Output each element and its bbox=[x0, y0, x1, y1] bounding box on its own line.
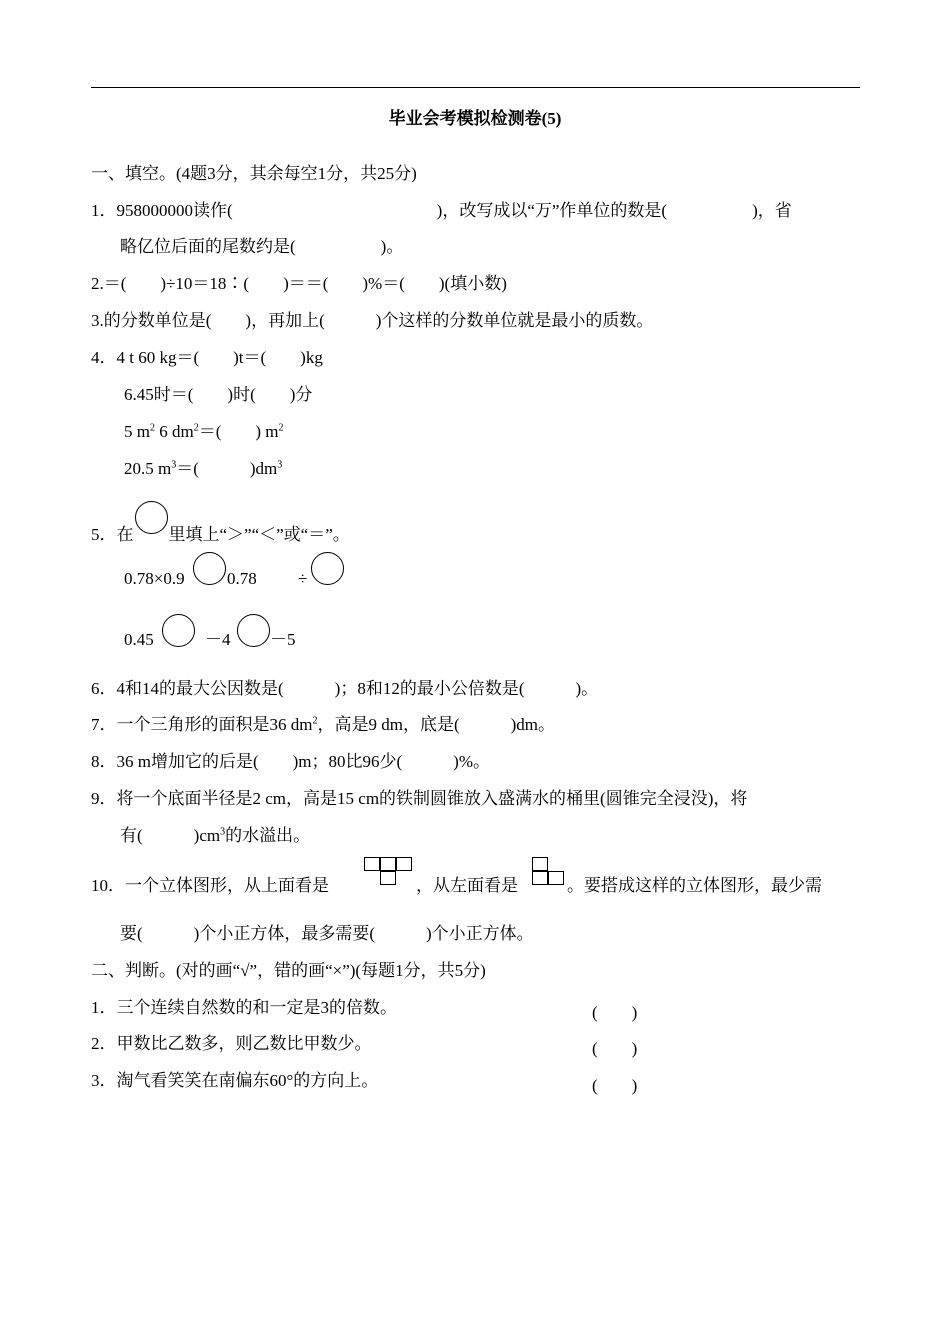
question-10-tail: 。要搭成这样的立体图形，最少需 bbox=[567, 876, 822, 895]
question-5-row2-left: 0.45 bbox=[124, 630, 154, 649]
judge-answer-1[interactable]: ( ) bbox=[592, 1003, 638, 1022]
judge-item-3: 3．淘气看笑笑在南偏东60°的方向上。 bbox=[91, 1071, 379, 1090]
question-1-line1: 1．958000000读作( )，改写成以“万”作单位的数是( )，省 bbox=[91, 201, 792, 220]
section1-header: 一、填空。(4题3分，其余每空1分，共25分) bbox=[91, 164, 417, 183]
comparison-circle[interactable] bbox=[311, 552, 344, 585]
question-2: 2.＝( )÷10＝18∶( )＝＝( )%＝( )(填小数) bbox=[91, 274, 507, 293]
comparison-circle bbox=[135, 501, 168, 534]
comparison-circle[interactable] bbox=[162, 614, 195, 647]
question-4-line4: 20.5 $m^3=$( )$dm^3$ bbox=[124, 459, 283, 478]
page-title: 毕业会考模拟检测卷(5) bbox=[388, 109, 562, 128]
section2-header: 二、判断。(对的画“√”，错的画“×”)(每题1分，共5分) bbox=[91, 961, 486, 980]
question-5-row2-mid: －4 bbox=[205, 630, 231, 649]
question-4-line3: 5 $m^2$ 6 $dm^2=$( ) $m^2$ bbox=[124, 422, 284, 441]
top-rule bbox=[91, 87, 860, 88]
question-3: 3.的分数单位是( )，再加上( )个这样的分数单位就是最小的质数。 bbox=[91, 311, 654, 330]
question-10-line2: 要( )个小正方体，最多需要( )个小正方体。 bbox=[120, 924, 534, 943]
judge-item-2: 2．甲数比乙数多，则乙数比甲数少。 bbox=[91, 1034, 372, 1053]
question-9-line2: 有( )$cm^3$的水溢出。 bbox=[120, 826, 311, 845]
judge-answer-3[interactable]: ( ) bbox=[592, 1076, 638, 1095]
question-10-left-view-label: ，从左面看是 bbox=[416, 876, 518, 895]
comparison-circle[interactable] bbox=[237, 614, 270, 647]
question-4-line2: 6.45时＝( )时( )分 bbox=[124, 385, 313, 404]
question-10-label: 10．一个立体图形，从上面看是 bbox=[91, 876, 329, 895]
judge-answer-2[interactable]: ( ) bbox=[592, 1039, 638, 1058]
question-9-line1: 9．将一个底面半径是2 cm，高是15 cm的铁制圆锥放入盛满水的桶里(圆锥完全浸没)，将 bbox=[91, 789, 748, 808]
question-4-line1: 4．4 t 60 kg＝( )t＝( )kg bbox=[91, 348, 323, 367]
question-5-row1-mid: 0.78 bbox=[227, 569, 257, 588]
question-5-intro: 5．在 里填上“＞”“＜”或“＝”。 bbox=[91, 507, 350, 545]
question-1-line2: 略亿位后面的尾数约是( )。 bbox=[120, 237, 404, 256]
comparison-circle[interactable] bbox=[193, 552, 226, 585]
question-5-row2-right: －5 bbox=[270, 630, 296, 649]
question-5-row1-right: ÷ bbox=[298, 569, 308, 588]
question-8: 8．36 m增加它的后是( )m；80比96少( )%。 bbox=[91, 752, 491, 771]
top-view-figure bbox=[364, 857, 416, 893]
question-7: 7．一个三角形的面积是36 $dm^2$，高是9 dm，底是( )dm。 bbox=[91, 715, 556, 734]
judge-item-1: 1．三个连续自然数的和一定是3的倍数。 bbox=[91, 998, 397, 1017]
left-view-figure bbox=[532, 857, 568, 893]
question-6: 6．4和14的最大公因数是( )；8和12的最小公倍数是( )。 bbox=[91, 679, 599, 698]
question-5-row1-left: 0.78×0.9 bbox=[124, 569, 185, 588]
